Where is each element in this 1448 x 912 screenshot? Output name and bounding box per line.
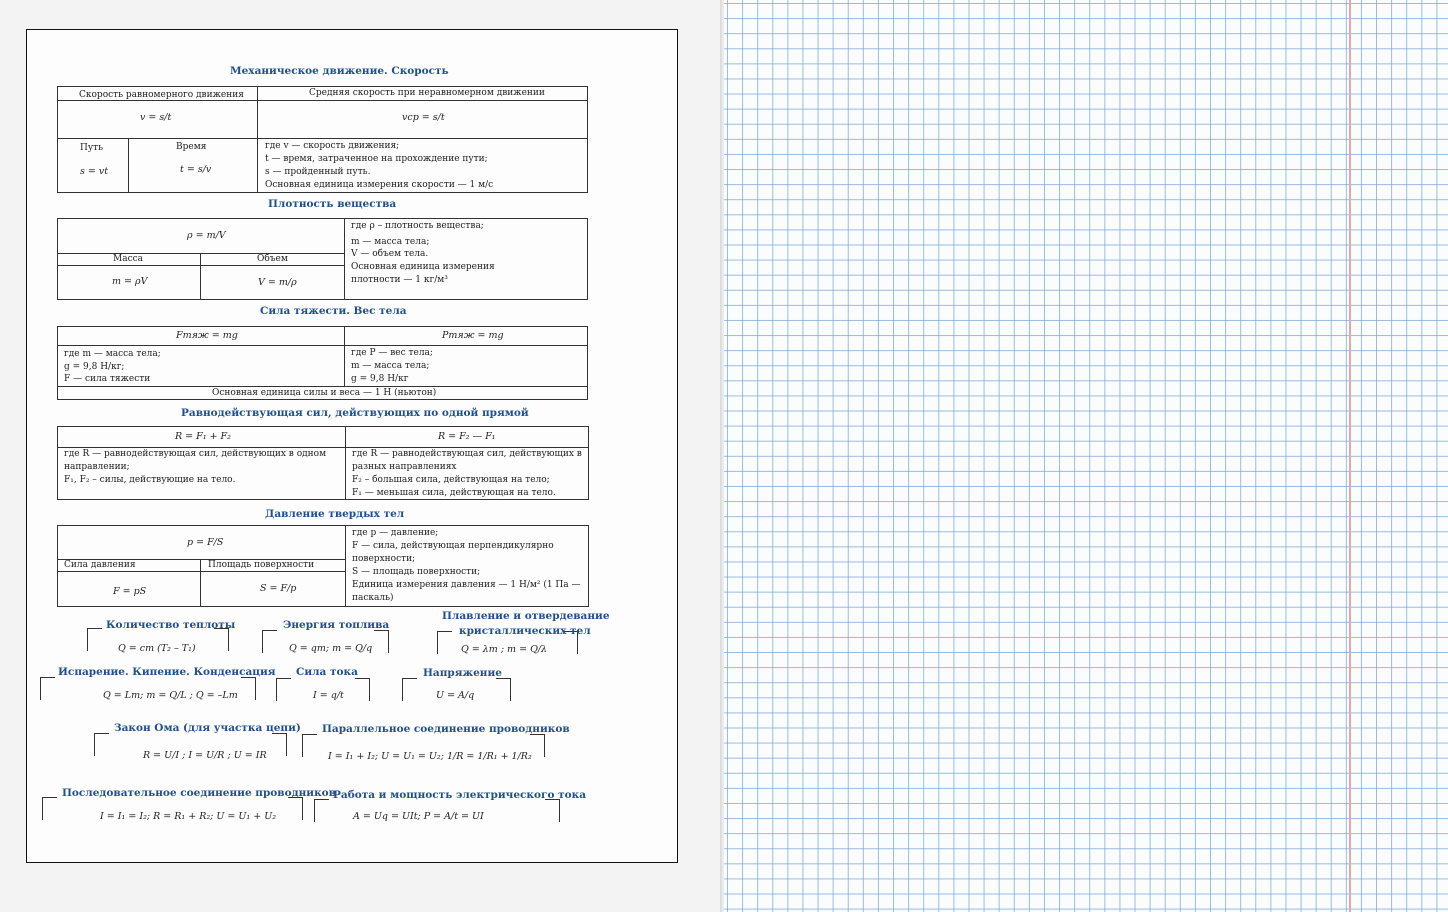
fuel-energy-title: Энергия топлива bbox=[283, 619, 390, 631]
ohm-formula: R = U/I ; I = U/R ; U = IR bbox=[143, 750, 267, 761]
force-formula: F = pS bbox=[113, 586, 147, 597]
density-note: где ρ – плотность вещества; bbox=[351, 221, 484, 231]
evaporation-title: Испарение. Кипение. Конденсация bbox=[58, 666, 276, 678]
motion-note: t — время, затраченное на прохождение пути; bbox=[265, 154, 488, 164]
formula-speed: v = s/t bbox=[140, 112, 172, 123]
formula-avg-speed: vср = s/t bbox=[402, 112, 445, 123]
resultant-note: где R — равнодействующая сил, действующих в одном bbox=[64, 449, 327, 459]
heat-formula: Q = cm (T₂ – T₁) bbox=[118, 643, 196, 654]
heat-title: Количество теплоты bbox=[106, 619, 236, 631]
resultant-note: F₁ — меньшая сила, действующая на тело. bbox=[352, 488, 556, 498]
path-formula: s = vt bbox=[80, 166, 109, 177]
current-formula: I = q/t bbox=[313, 690, 344, 701]
path-label: Путь bbox=[80, 143, 104, 153]
motion-col1-header: Скорость равномерного движения bbox=[79, 90, 244, 100]
voltage-formula: U = A/q bbox=[436, 690, 475, 701]
gravity-footer: Основная единица силы и веса — 1 Н (ньютон) bbox=[212, 388, 437, 398]
pressure-note: где p — давление; bbox=[352, 528, 439, 538]
motion-title: Механическое движение. Скорость bbox=[230, 65, 449, 77]
time-formula: t = s/v bbox=[180, 164, 212, 175]
graph-paper-page bbox=[724, 0, 1448, 912]
melting-title: Плавление и отвердевание bbox=[442, 610, 610, 622]
pressure-note: Единица измерения давления — 1 Н/м² (1 Па — bbox=[352, 580, 581, 590]
voltage-title: Напряжение bbox=[423, 667, 502, 679]
mass-label: Масса bbox=[113, 254, 144, 264]
power-formula: A = Uq = UIt; P = A/t = UI bbox=[353, 811, 484, 822]
margin-line bbox=[1349, 0, 1351, 912]
series-formula: I = I₁ = I₂; R = R₁ + R₂; U = U₁ + U₂ bbox=[100, 811, 277, 822]
area-formula: S = F/p bbox=[260, 583, 297, 594]
resultant-note: разных направлениях bbox=[352, 462, 457, 472]
gravity-note: g = 9,8 Н/кг; bbox=[64, 362, 125, 372]
pressure-note: паскаль) bbox=[352, 593, 394, 603]
volume-label: Объем bbox=[257, 254, 288, 264]
resultant-note: где R — равнодействующая сил, действующих в bbox=[352, 449, 582, 459]
resultant-note: направлении; bbox=[64, 462, 130, 472]
weight-note: g = 9,8 Н/кг bbox=[351, 374, 409, 384]
resultant-note: F₂ – большая сила, действующая на тело; bbox=[352, 475, 550, 485]
pressure-note: поверхности; bbox=[352, 554, 416, 564]
formula-pressure: p = F/S bbox=[187, 537, 224, 548]
formula-gravity: Fтяж = mg bbox=[176, 330, 238, 341]
melting-formula: Q = λm ; m = Q/λ bbox=[461, 644, 548, 655]
power-title: Работа и мощность электрического тока bbox=[333, 789, 586, 801]
density-note: m — масса тела; bbox=[351, 237, 430, 247]
series-title: Последовательное соединение проводников bbox=[62, 787, 336, 799]
density-note: V — объем тела. bbox=[351, 249, 429, 259]
motion-note: s — пройденный путь. bbox=[265, 167, 371, 177]
weight-note: m — масса тела; bbox=[351, 361, 430, 371]
pressure-title: Давление твердых тел bbox=[265, 508, 405, 520]
density-note: плотности — 1 кг/м³ bbox=[351, 275, 448, 285]
ohm-title: Закон Ома (для участка цепи) bbox=[114, 722, 301, 734]
density-title: Плотность вещества bbox=[268, 198, 397, 210]
mass-formula: m = ρV bbox=[112, 276, 148, 287]
resultant-title: Равнодействующая сил, действующих по одной прямой bbox=[181, 407, 529, 419]
area-label: Площадь поверхности bbox=[208, 560, 315, 570]
motion-col2-header: Средняя скорость при неравномерном движении bbox=[309, 88, 545, 98]
evaporation-formula: Q = Lm; m = Q/L ; Q = –Lm bbox=[103, 690, 238, 701]
fuel-energy-formula: Q = qm; m = Q/q bbox=[289, 643, 373, 654]
motion-note: где v — скорость движения; bbox=[265, 141, 400, 151]
weight-note: где P — вес тела; bbox=[351, 348, 433, 358]
parallel-formula: I = I₁ + I₂; U = U₁ = U₂; 1/R = 1/R₁ + 1/R₂ bbox=[328, 751, 532, 762]
resultant-note: F₁, F₂ – силы, действующие на тело. bbox=[64, 475, 236, 485]
formula-resultant-opposite: R = F₂ — F₁ bbox=[438, 431, 496, 442]
melting-title-2: кристаллических тел bbox=[459, 625, 591, 637]
density-note: Основная единица измерения bbox=[351, 262, 495, 272]
volume-formula: V = m/ρ bbox=[258, 277, 297, 288]
formula-density: ρ = m/V bbox=[187, 230, 226, 241]
motion-note: Основная единица измерения скорости — 1 м/с bbox=[265, 180, 494, 190]
formula-weight: Pтяж = mg bbox=[442, 330, 504, 341]
force-label: Сила давления bbox=[64, 560, 136, 570]
pressure-note: F — сила, действующая перпендикулярно bbox=[352, 541, 554, 551]
time-label: Время bbox=[176, 142, 207, 152]
gravity-title: Сила тяжести. Вес тела bbox=[260, 305, 407, 317]
gravity-note: где m — масса тела; bbox=[64, 349, 161, 359]
current-title: Сила тока bbox=[296, 666, 358, 678]
gravity-note: F — сила тяжести bbox=[64, 374, 151, 384]
formula-resultant-same: R = F₁ + F₂ bbox=[175, 431, 231, 442]
pressure-note: S — площадь поверхности; bbox=[352, 567, 481, 577]
parallel-title: Параллельное соединение проводников bbox=[322, 723, 570, 735]
